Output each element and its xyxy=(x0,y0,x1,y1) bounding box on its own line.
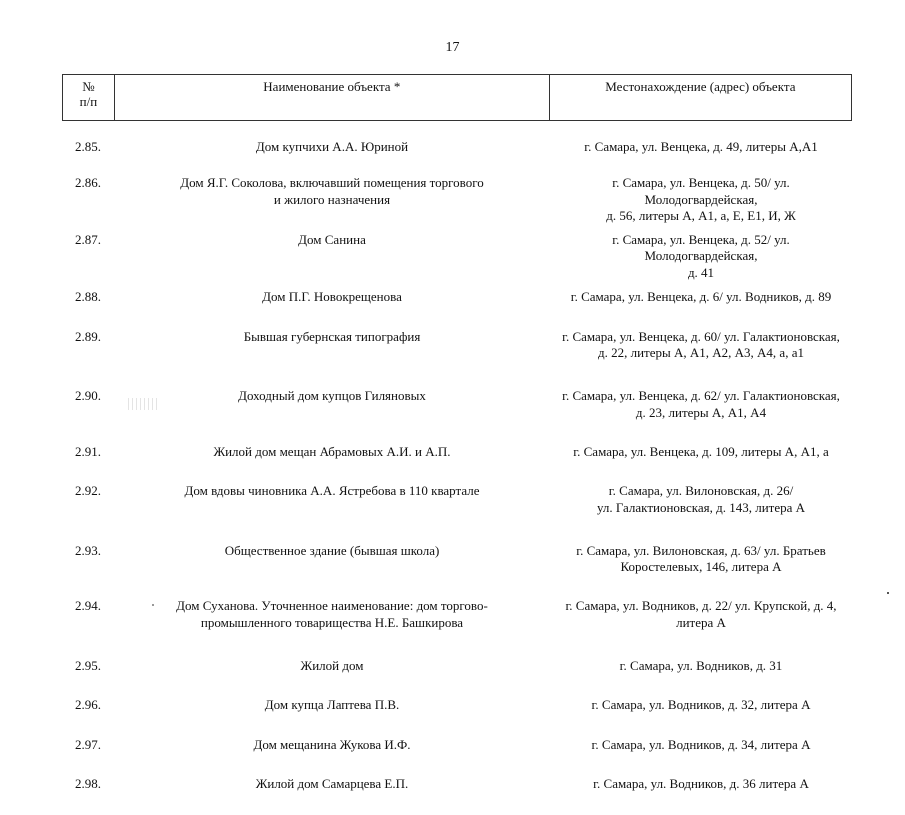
row-number: 2.89. xyxy=(75,328,101,344)
row-object-name: Жилой дом Самарцева Е.П. xyxy=(255,776,409,791)
table-row xyxy=(62,443,852,466)
row-object-name: Общественное здание (бывшая школа) xyxy=(224,542,440,558)
row-number: 2.85. xyxy=(75,138,101,154)
row-object-address: г. Самара, ул. Венцека, д. 52/ ул. Молодогвардейская, д. 41 xyxy=(612,231,790,280)
row-object-name: Дом купчихи А.А. Юриной xyxy=(255,138,409,154)
row-object-name: Доходный дом купцов Гиляновых xyxy=(238,388,426,403)
table-row xyxy=(62,138,852,158)
row-number: 2.88. xyxy=(75,289,101,304)
row-object-name: Дом Я.Г. Соколова, включавший помещения торгового и жилого назначения xyxy=(180,175,484,207)
table-row xyxy=(62,736,852,759)
row-number: 2.92. xyxy=(75,483,101,498)
row-number: 2.90. xyxy=(75,388,101,403)
row-object-address: г. Самара, ул. Водников, д. 36 литера А xyxy=(593,776,809,791)
row-object-name: Бывшая губернская типография xyxy=(243,328,421,344)
row-object-name: Дом купца Лаптева П.В. xyxy=(264,697,400,712)
row-object-address: г. Самара, ул. Водников, д. 32, литера А xyxy=(591,697,811,712)
header-object-address: Местонахождение (адрес) объекта xyxy=(605,79,796,94)
row-object-address: г. Самара, ул. Водников, д. 34, литера А xyxy=(591,736,811,752)
table-row xyxy=(62,696,852,719)
row-object-address: г. Самара, ул. Водников, д. 22/ ул. Крупской, д. 4, литера А xyxy=(565,598,837,630)
row-number: 2.94. xyxy=(75,598,101,613)
table-row xyxy=(62,657,852,680)
row-object-name: Дом мещанина Жукова И.Ф. xyxy=(253,736,411,752)
table-row xyxy=(62,597,852,640)
row-object-name: Дом вдовы чиновника А.А. Ястребова в 110 квартале xyxy=(184,483,480,498)
row-object-address: г. Самара, ул. Венцека, д. 62/ ул. Галактионовская, д. 23, литеры А, А1, А4 xyxy=(562,388,840,420)
table-row xyxy=(62,482,852,525)
row-object-address: г. Самара, ул. Вилоновская, д. 63/ ул. Братьев Коростелевых, 146, литера А xyxy=(576,542,826,574)
row-number: 2.98. xyxy=(75,776,101,791)
table-body xyxy=(62,121,852,815)
table-row xyxy=(62,288,852,311)
table-row xyxy=(62,387,852,426)
table-row xyxy=(62,775,852,798)
row-object-name: Жилой дом мещан Абрамовых А.И. и А.П. xyxy=(213,443,451,459)
scan-smudge xyxy=(128,398,158,410)
header-number: № п/п xyxy=(63,75,115,120)
row-number: 2.96. xyxy=(75,697,101,712)
row-number: 2.95. xyxy=(75,657,101,673)
scan-speck xyxy=(887,592,889,594)
objects-table xyxy=(62,74,852,815)
row-object-address: г. Самара, ул. Венцека, д. 49, литеры А,А1 xyxy=(584,138,818,154)
row-object-address: г. Самара, ул. Венцека, д. 6/ ул. Водников, д. 89 xyxy=(570,289,832,304)
scan-speck xyxy=(152,604,154,606)
row-number: 2.93. xyxy=(75,542,101,558)
page-number: 17 xyxy=(445,40,460,55)
table-row xyxy=(62,174,852,223)
row-object-address: г. Самара, ул. Венцека, д. 109, литеры А, А1, а xyxy=(573,443,829,459)
table-row xyxy=(62,542,852,581)
row-number: 2.87. xyxy=(75,231,101,247)
row-object-address: г. Самара, ул. Венцека, д. 60/ ул. Галактионовская, д. 22, литеры А, А1, А2, А3, А4, а, а1 xyxy=(562,328,840,360)
row-object-name: Жилой дом xyxy=(300,657,364,673)
row-object-name: Дом Санина xyxy=(298,231,366,247)
row-object-address: г. Самара, ул. Вилоновская, д. 26/ ул. Галактионовская, д. 143, литера А xyxy=(596,483,806,515)
row-object-name: Дом П.Г. Новокрещенова xyxy=(262,289,402,304)
row-object-name: Дом Суханова. Уточненное наименование: дом торгово- промышленного товарищества Н.Е. Башкирова xyxy=(176,598,488,630)
table-header xyxy=(62,74,852,121)
table-row xyxy=(62,231,852,280)
row-object-address: г. Самара, ул. Венцека, д. 50/ ул. Молодогвардейская, д. 56, литеры А, А1, а, Е, Е1, И, Ж xyxy=(606,175,796,223)
row-number: 2.97. xyxy=(75,736,101,752)
row-object-address: г. Самара, ул. Водников, д. 31 xyxy=(619,657,783,673)
header-object-name: Наименование объекта * xyxy=(115,75,550,120)
table-row xyxy=(62,328,852,371)
row-number: 2.91. xyxy=(75,443,101,459)
row-number: 2.86. xyxy=(75,175,101,190)
